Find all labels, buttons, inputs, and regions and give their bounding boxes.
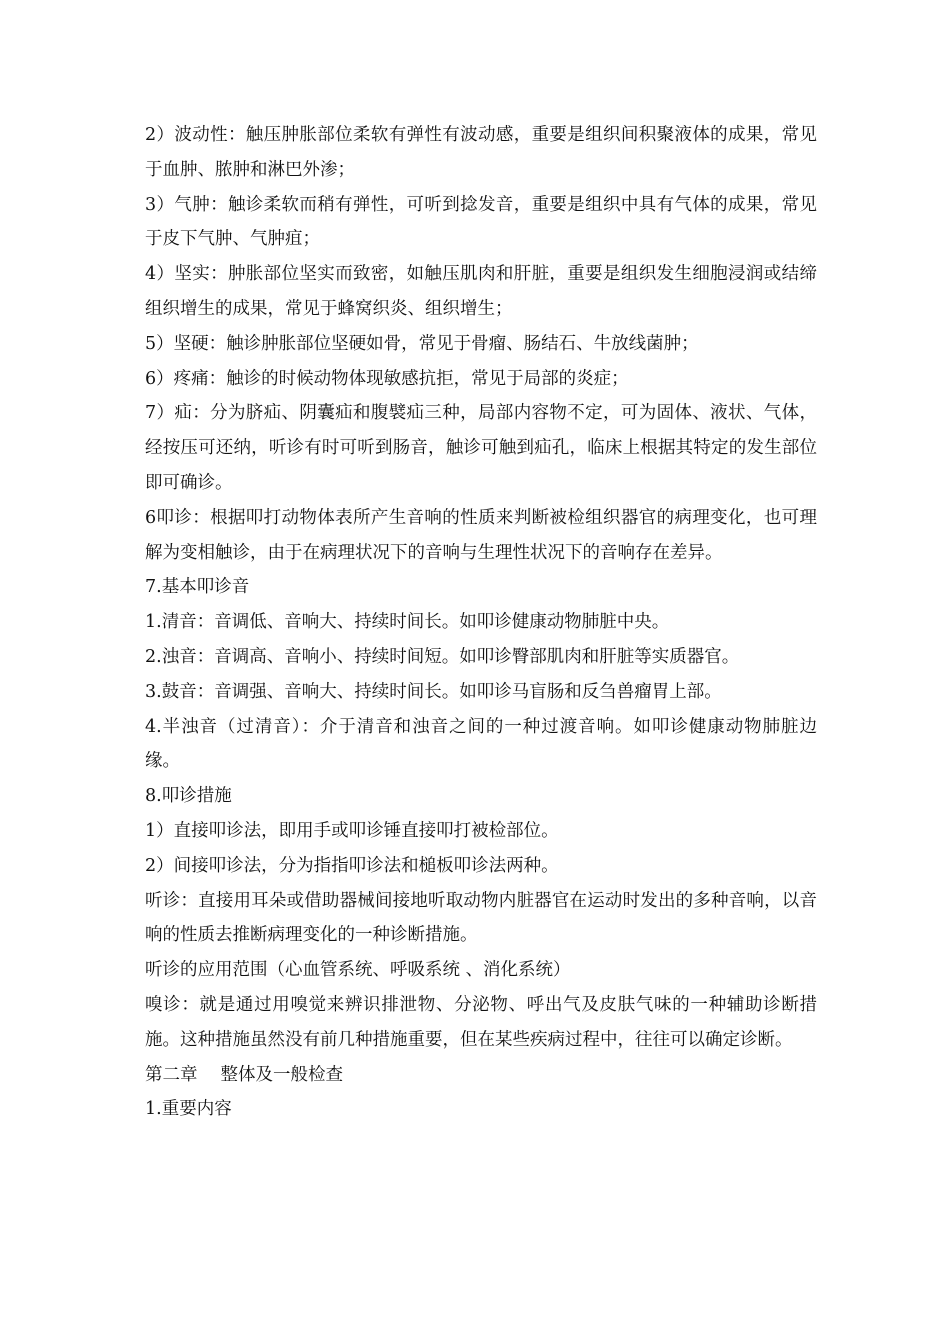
- paragraph-hard: 5）坚硬：触诊肿胀部位坚硬如骨，常见于骨瘤、肠结石、牛放线菌肿；: [145, 333, 699, 354]
- heading-basic-percussion-sounds: 7.基本叩诊音: [145, 577, 250, 598]
- list-item-tympanic-sound: 3.鼓音：音调强、音响大、持续时间长。如叩诊马盲肠和反刍兽瘤胃上部。: [145, 681, 722, 702]
- paragraph-fluctuation: 2）波动性：触压肿胀部位柔软有弹性有波动感，重要是组织间积聚液体的成果，常见于血肿、脓肿和淋巴外渗；: [145, 125, 817, 180]
- heading-percussion-methods: 8.叩诊措施: [145, 786, 232, 807]
- paragraph-emphysema: 3）气肿：触诊柔软而稍有弹性，可听到捻发音，重要是组织中具有气体的成果，常见于皮下气肿、气肿疽；: [145, 194, 817, 250]
- paragraph-auscultation: 听诊：直接用耳朵或借助器械间接地听取动物内脏器官在运动时发出的多种音响，以音响的性质去推断病理变化的一种诊断措施。: [145, 890, 817, 946]
- paragraph-olfaction: 嗅诊：就是通过用嗅觉来辨识排泄物、分泌物、呼出气及皮肤气味的一种辅助诊断措施。这种措施虽然没有前几种措施重要，但在某些疾病过程中，往往可以确定诊断。: [145, 994, 817, 1050]
- paragraph-hernia: 7）疝：分为脐疝、阴囊疝和腹襞疝三种，局部内容物不定，可为固体、液状、气体，经按压可还纳，听诊有时可听到肠音，触诊可触到疝孔，临床上根据其特定的发生部位即可确诊。: [145, 403, 817, 493]
- paragraph-firm: 4）坚实：肿胀部位坚实而致密，如触压肌肉和肝脏，重要是组织发生细胞浸润或结缔组织增生的成果，常见于蜂窝织炎、组织增生；: [145, 264, 817, 319]
- list-item-semi-dull-sound: 4.半浊音（过清音）：介于清音和浊音之间的一种过渡音响。如叩诊健康动物肺脏边缘。: [145, 716, 817, 772]
- chapter-heading: 第二章 整体及一般检查: [145, 1064, 344, 1085]
- list-item-direct-percussion: 1）直接叩诊法，即用手或叩诊锤直接叩打被检部位。: [145, 820, 559, 841]
- paragraph-percussion: 6叩诊：根据叩打动物体表所产生音响的性质来判断被检组织器官的病理变化，也可理解为变相触诊，由于在病理状况下的音响与生理性状况下的音响存在差异。: [145, 507, 817, 563]
- list-item-clear-sound: 1.清音：音调低、音响大、持续时间长。如叩诊健康动物肺脏中央。: [145, 612, 670, 633]
- paragraph-pain: 6）疼痛：触诊的时候动物体现敏感抗拒，常见于局部的炎症；: [145, 368, 629, 389]
- paragraph-auscultation-scope: 听诊的应用范围（心血管系统、呼吸系统 、消化系统）: [145, 960, 571, 981]
- list-item-indirect-percussion: 2）间接叩诊法，分为指指叩诊法和槌板叩诊法两种。: [145, 855, 559, 876]
- document-body: [145, 118, 817, 1127]
- list-item-dull-sound: 2.浊音：音调高、音响小、持续时间短。如叩诊臀部肌肉和肝脏等实质器官。: [145, 646, 740, 667]
- heading-main-content: 1.重要内容: [145, 1099, 232, 1120]
